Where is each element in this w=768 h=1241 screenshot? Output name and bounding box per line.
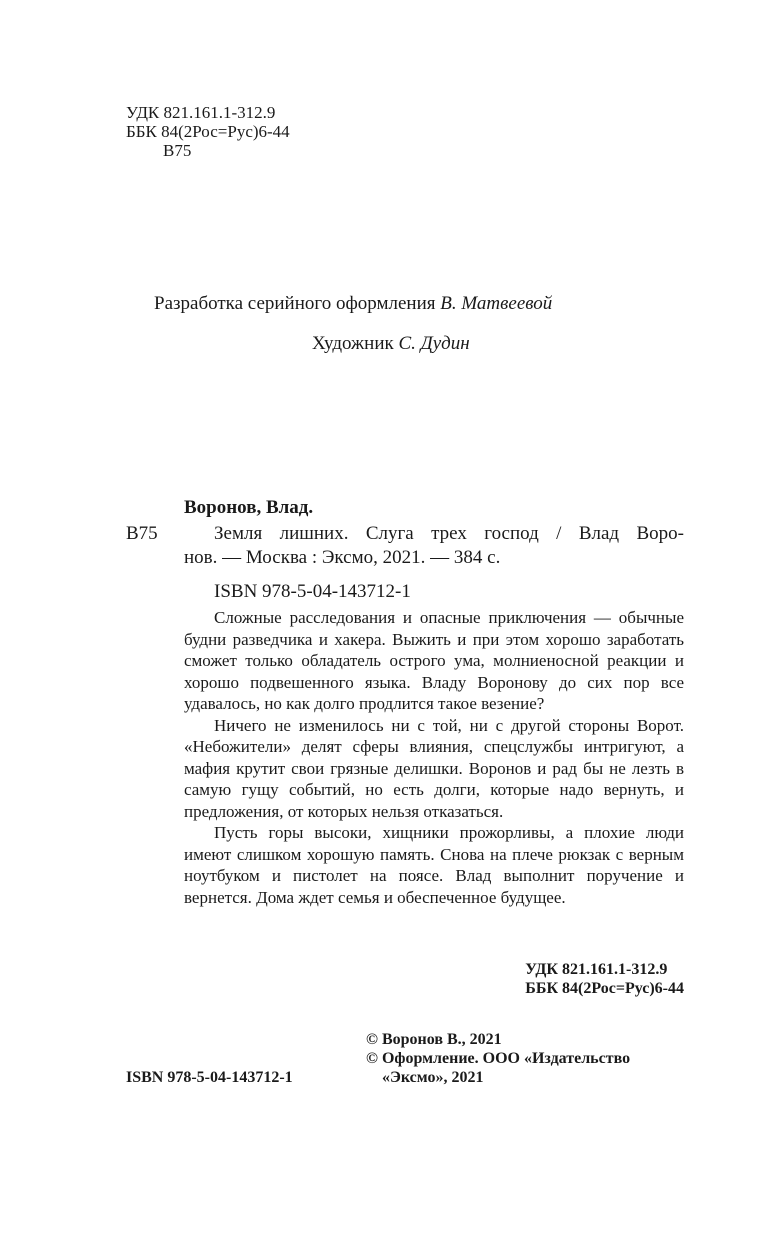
copyright-author: © Воронов В., 2021 [366, 1031, 502, 1048]
entry-author: Воронов, Влад. [184, 497, 314, 518]
artist-credit [312, 333, 470, 355]
entry-line-1: Земля лишних. Слуга трех господ / Влад Воро- [214, 523, 684, 544]
entry-line-2: нов. — Москва : Эксмо, 2021. — 384 с. [184, 547, 501, 568]
design-credit-name: В. Матвеевой [440, 293, 553, 314]
entry-code: В75 [126, 523, 158, 544]
copyright-publisher: «Эксмо», 2021 [382, 1069, 484, 1086]
bottom-udk: УДК 821.161.1-312.9 [525, 961, 668, 978]
author-mark: В75 [163, 141, 192, 160]
annotation-paragraph: Ничего не изменилось ни с той, ни с другой стороны Ворот. «Небожители» делят сферы влияния, спецслужбы интригуют, а мафия крутит свои грязные делишки. Воронов и рад бы не лезть в самую гущу событий, но есть долги, которые надо вернуть, и предложения, от которых нельзя отказаться. [184, 715, 684, 821]
design-credit-label: Разработка серийного оформления [154, 293, 436, 314]
annotation [184, 607, 684, 908]
entry-description [214, 522, 684, 545]
bottom-bbk: ББК 84(2Рос=Рус)6-44 [525, 980, 684, 997]
copyright-block [366, 1030, 630, 1087]
annotation-paragraph: Сложные расследования и опасные приключения — обычные будни разведчика и хакера. Выжить и при этом хорошо заработать сможет только обладатель острого ума, молниеносной реакции и хорошо подвешенного языка. Владу Воронову до сих пор все удавалось, но как долго продлится такое везение? [184, 608, 684, 713]
entry-isbn: ISBN 978-5-04-143712-1 [214, 581, 411, 602]
artist-credit-name: С. Дудин [398, 333, 470, 354]
bottom-classification [525, 960, 684, 998]
classification-block [126, 103, 290, 160]
copyright-design: © Оформление. ООО «Издательство [366, 1050, 631, 1067]
udk-code: УДК 821.161.1-312.9 [126, 103, 276, 122]
bbk-code: ББК 84(2Рос=Рус)6-44 [126, 122, 290, 141]
annotation-paragraph: Пусть горы высоки, хищники прожорливы, а плохие люди имеют слишком хорошую память. Снова на плече рюкзак с верным ноутбуком и пистолет на поясе. Влад выполнит поручение и вернется. Дома ждет семья и обеспеченное будущее. [184, 823, 684, 907]
artist-credit-label: Художник [312, 333, 394, 354]
design-credit [154, 293, 552, 315]
bottom-isbn: ISBN 978-5-04-143712-1 [126, 1069, 293, 1086]
